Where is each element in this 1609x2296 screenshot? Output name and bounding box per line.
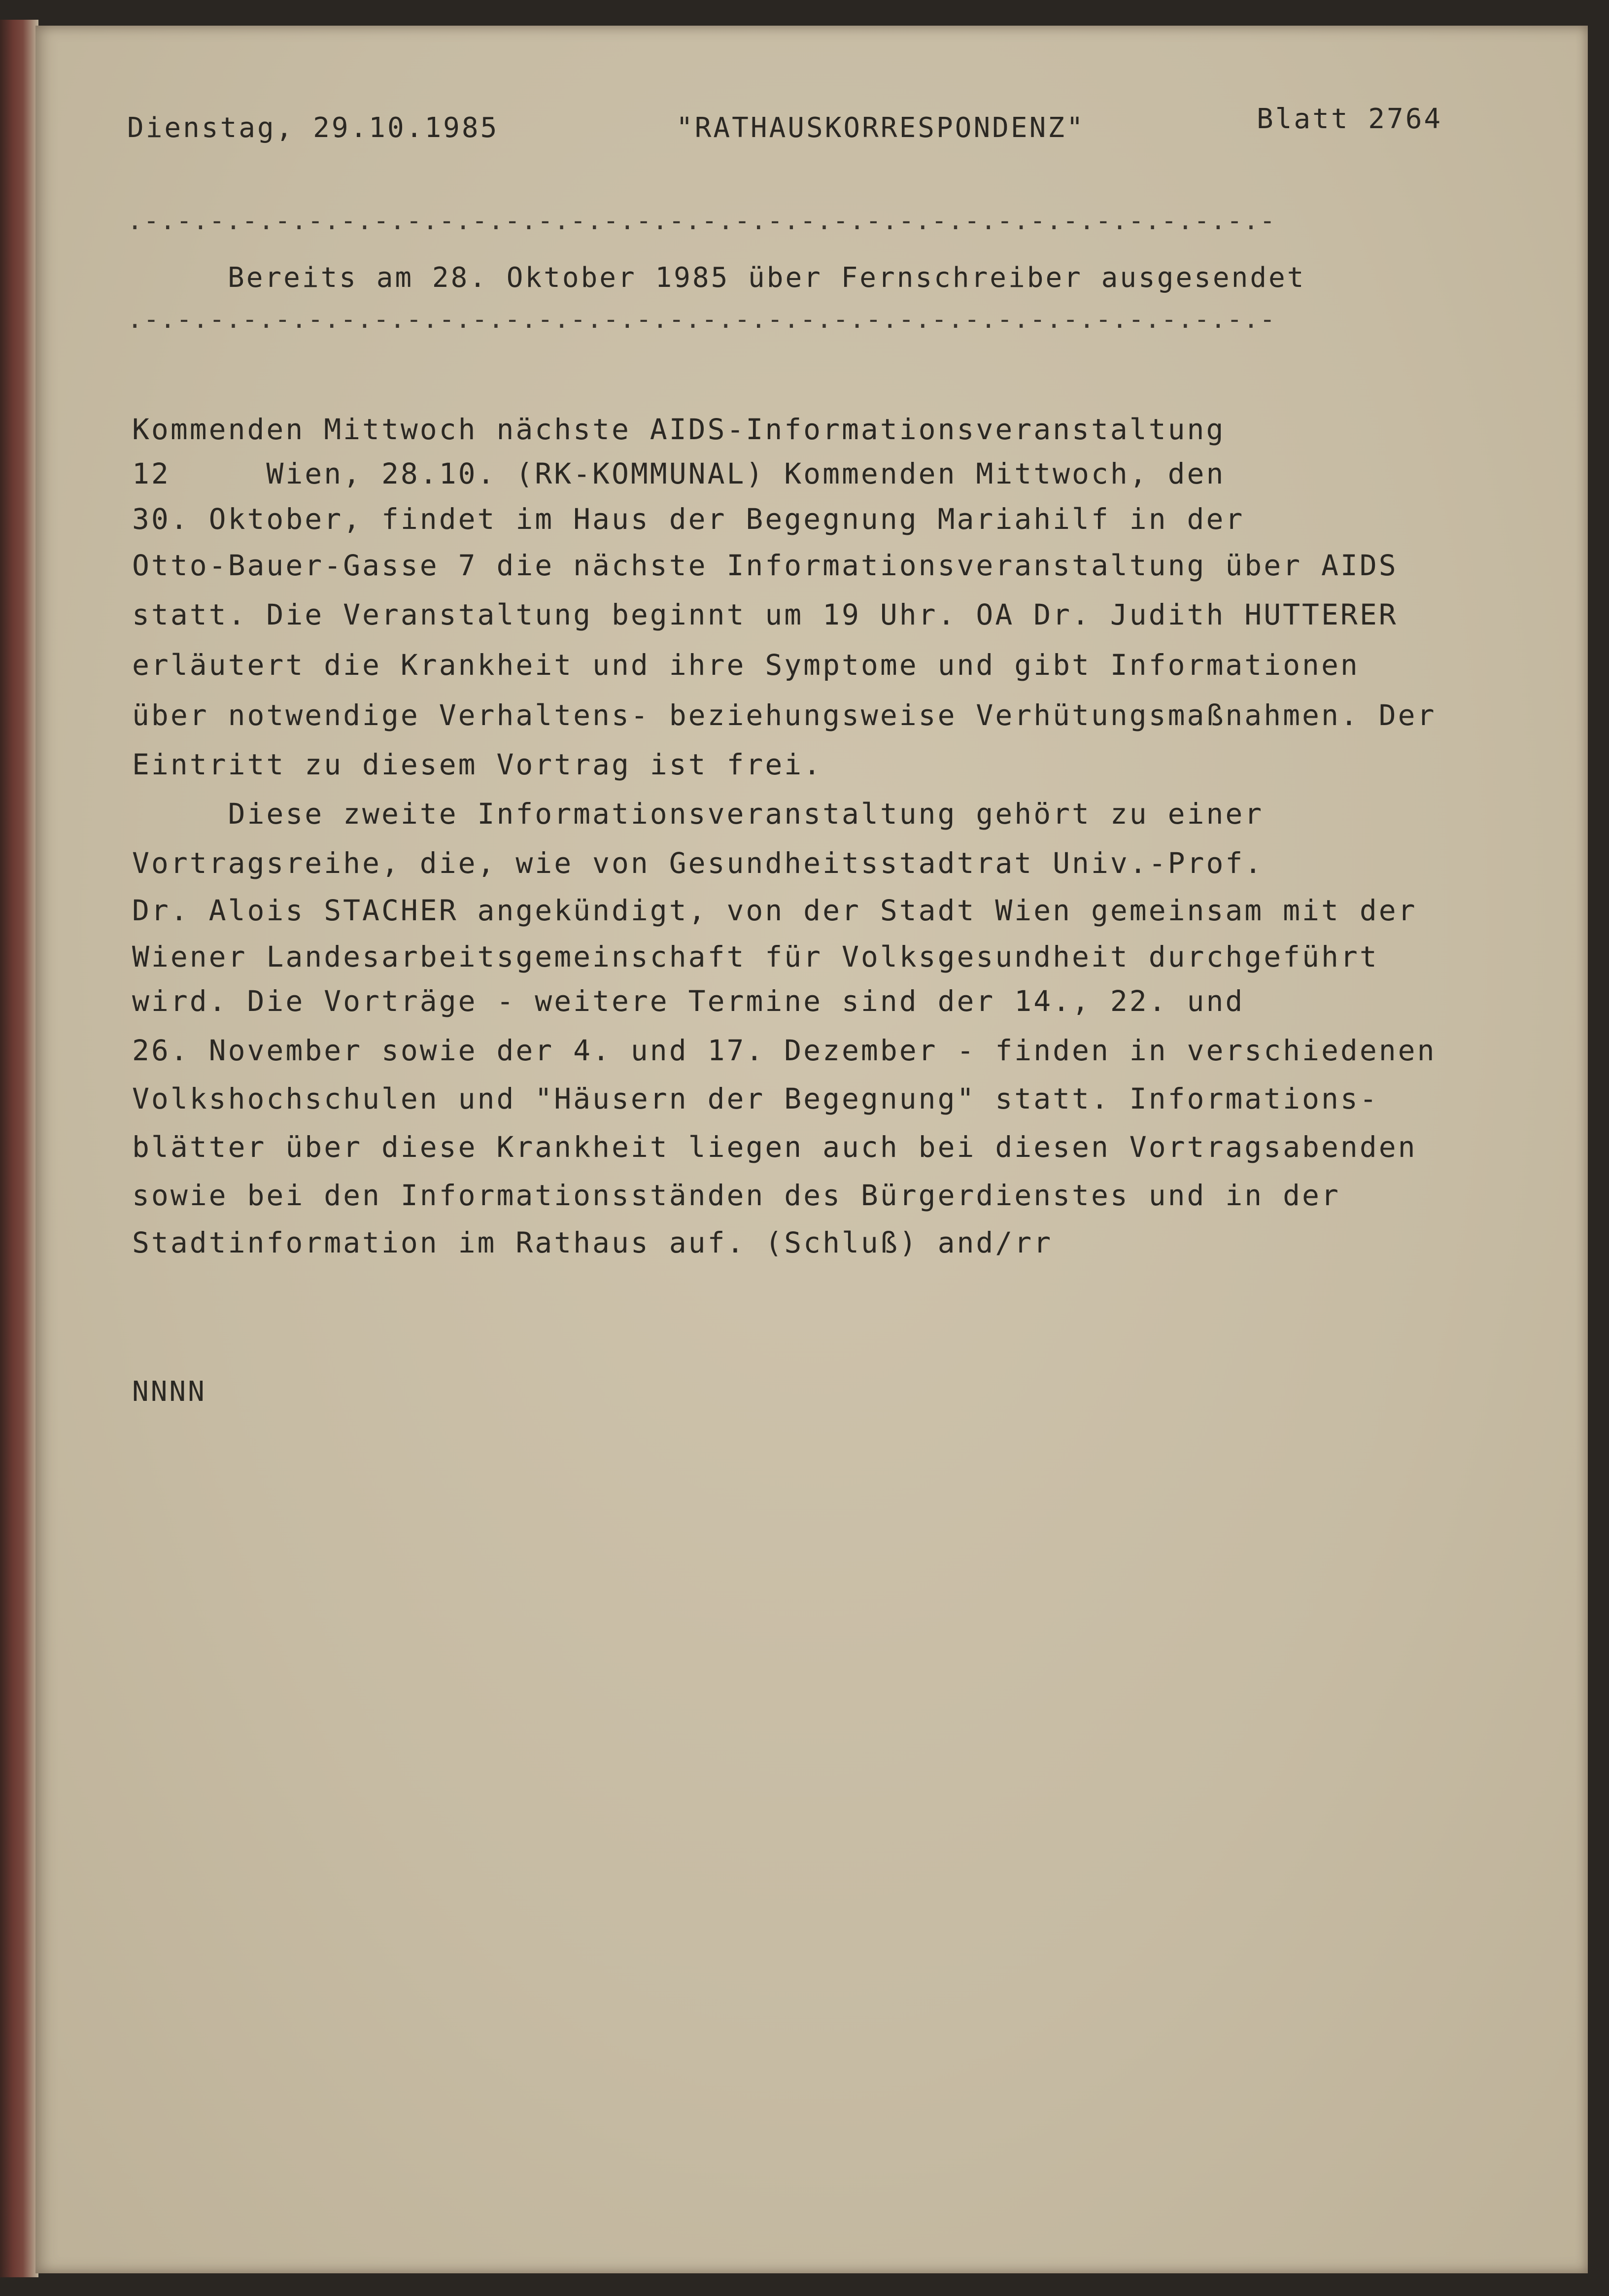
body-line: 26. November sowie der 4. und 17. Dezember - finden in verschiedenen bbox=[132, 1034, 1437, 1067]
body-line: Diese zweite Informationsveranstaltung gehört zu einer bbox=[132, 797, 1264, 831]
body-line: über notwendige Verhaltens- beziehungsweise Verhütungsmaßnahmen. Der bbox=[132, 698, 1437, 732]
separator-bottom: .-.-.-.-.-.-.-.-.-.-.-.-.-.-.-.-.-.-.-.-.-.-.-.-.-.-.-.-.-.-.-.-.-.-.- bbox=[127, 305, 1276, 334]
separator-top: .-.-.-.-.-.-.-.-.-.-.-.-.-.-.-.-.-.-.-.-.-.-.-.-.-.-.-.-.-.-.-.-.-.-.- bbox=[127, 206, 1276, 236]
body-line: Otto-Bauer-Gasse 7 die nächste Informationsveranstaltung über AIDS bbox=[132, 549, 1398, 582]
body-line: wird. Die Vorträge - weitere Termine sind der 14., 22. und bbox=[132, 984, 1245, 1018]
binder-edge bbox=[0, 20, 38, 2277]
body-line: Volkshochschulen und "Häusern der Begegnung" statt. Informations- bbox=[132, 1082, 1379, 1115]
document-page bbox=[35, 26, 1588, 2273]
sent-notice: Bereits am 28. Oktober 1985 über Fernschreiber ausgesendet bbox=[228, 262, 1306, 294]
header-publication: "RATHAUSKORRESPONDENZ" bbox=[676, 112, 1085, 144]
body-line: 12 Wien, 28.10. (RK-KOMMUNAL) Kommenden Mittwoch, den bbox=[132, 457, 1226, 490]
body-line: Dr. Alois STACHER angekündigt, von der Stadt Wien gemeinsam mit der bbox=[132, 894, 1417, 927]
body-line: statt. Die Veranstaltung beginnt um 19 Uhr. OA Dr. Judith HUTTERER bbox=[132, 598, 1398, 631]
body-line: Stadtinformation im Rathaus auf. (Schluß) and/rr bbox=[132, 1226, 1053, 1259]
body-line: Wiener Landesarbeitsgemeinschaft für Volksgesundheit durchgeführt bbox=[132, 940, 1379, 974]
body-line: Vortragsreihe, die, wie von Gesundheitsstadtrat Univ.-Prof. bbox=[132, 846, 1264, 880]
page-content bbox=[35, 26, 1588, 2273]
body-line: blätter über diese Krankheit liegen auch bei diesen Vortragsabenden bbox=[132, 1130, 1417, 1164]
end-of-transmission-marker: NNNN bbox=[132, 1376, 206, 1408]
header-sheet-number: Blatt 2764 bbox=[1257, 103, 1443, 135]
body-line: Eintritt zu diesem Vortrag ist frei. bbox=[132, 748, 823, 781]
article-headline: Kommenden Mittwoch nächste AIDS-Informationsveranstaltung bbox=[132, 413, 1226, 446]
body-line: sowie bei den Informationsständen des Bürgerdienstes und in der bbox=[132, 1179, 1340, 1212]
body-line: 30. Oktober, findet im Haus der Begegnung Mariahilf in der bbox=[132, 502, 1245, 536]
body-line: erläutert die Krankheit und ihre Symptome und gibt Informationen bbox=[132, 648, 1360, 682]
header-date: Dienstag, 29.10.1985 bbox=[127, 112, 499, 144]
